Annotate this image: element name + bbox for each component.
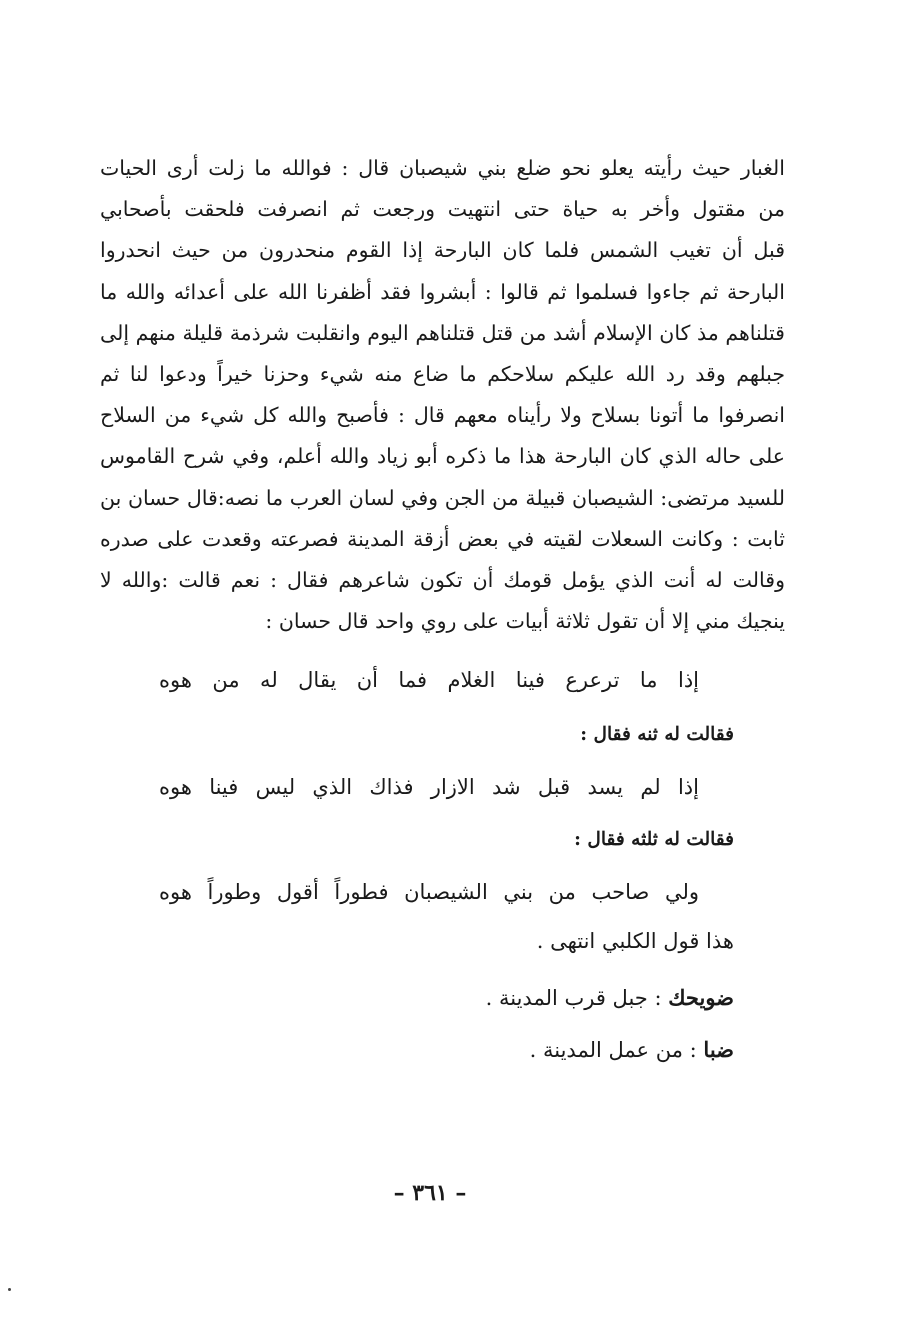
paragraph-line: ينجيك مني إلا أن تقول ثلاثة أبيات على روي واحد قال حسان : [265,609,785,634]
paragraph-line: ثابت : وكانت السعلات لقيته في بعض أزقة المدينة فصرعته وقعدت على صدره [100,526,785,551]
page-number: – ٣٦١ – [393,1180,467,1206]
closing-line: هذا قول الكلبي انتهى . [536,929,734,953]
paragraph-line: على حاله الذي كان البارحة هذا ما ذكره أبو زياد والله أعلم، وفي شرح القاموس [100,444,785,469]
paragraph-line: من مقتول وأخر به حياة حتى انتهيت ورجعت ثم انصرفت فلحقت بأصحابي [100,197,785,222]
main-paragraph [100,148,785,642]
paragraph-line: قتلناهم مذ كان الإسلام أشد من قتل قتلناهم اليوم وانقلبت شرذمة قليلة منهم إلى [100,320,785,345]
paragraph-line: البارحة ثم جاءوا فسلموا ثم قالوا : أبشروا فقد أظفرنا الله على أعدائه والله ما [100,279,785,304]
scan-speck [8,1288,11,1291]
paragraph-line: الغبار حيث رأيته يعلو نحو ضلع بني شيصبان قال : فوالله ما زلت أرى الحيات [100,156,785,180]
paragraph-line: للسيد مرتضى: الشيصبان قبيلة من الجن وفي لسان العرب ما نصه:قال حسان بن [100,485,785,510]
paragraph-line: قبل أن تغيب الشمس فلما كان البارحة إذا القوم منحدرون من حيث انحدروا [100,238,785,263]
paragraph-line: وقالت له أنت الذي يؤمل قومك أن تكون شاعرهم فقال : نعم قالت :والله لا [100,567,785,592]
entry-definition: : جبل قرب المدينة . [485,986,662,1010]
poem-verse-3: ولي صاحب من بني الشيصبان فطوراً أقول وطوراً هوه [159,880,699,904]
entry-item [530,1037,734,1062]
paragraph-line: انصرفوا ما أتونا بسلاح ولا رأيناه معهم قال : فأصبح والله كل شيء من السلاح [100,403,785,428]
paragraph-line: جبلهم وقد رد الله عليكم سلاحكم ما ضاع منه شيء وحزنا خيراً ودعوا لنا ثم [100,361,785,386]
entry-headword: ضويحك [668,985,734,1010]
entry-definition: : من عمل المدينة . [529,1038,697,1062]
entry-item [486,985,734,1010]
poem-note-1: فقالت له ثنه فقال : [580,724,734,745]
poem-verse-2: إذا لم يسد قبل شد الازار فذاك الذي ليس فينا هوه [159,775,699,799]
entry-headword: ضبا [703,1037,734,1062]
poem-verse-1: إذا ما ترعرع فينا الغلام فما أن يقال له من هوه [159,668,699,692]
poem-note-2: فقالت له ثلثه فقال : [574,829,734,850]
